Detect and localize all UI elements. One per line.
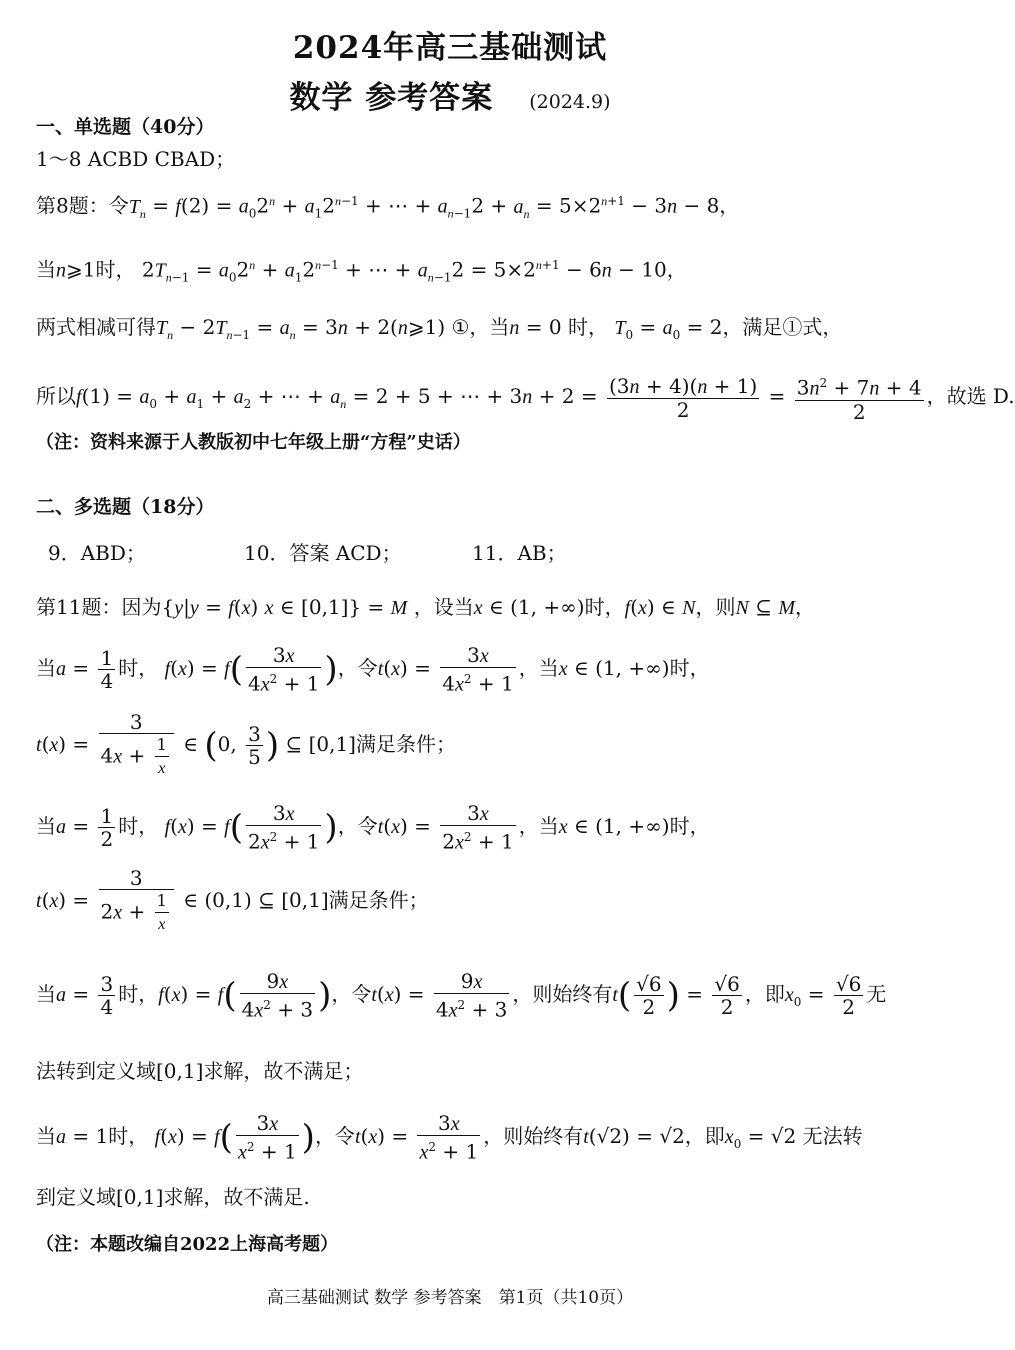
q11-case-half: 当a = $\frac{1}{2}$ 时， f(x) = f( $\frac{3x}{2x^2 + 1}$ )，令t(x) = $\frac{3x}{2x^2 + 1}$ ，当x ∈ (1, +∞)时， [36,800,710,854]
section1-answers: 1～8 ACBD CBAD； [36,147,236,171]
q8-line1: 第8题：令$T_n = f(2) = a_02^n + a_12^{n-1}$ + ⋯ + $a_{n-1}2 + a_n = 5\times 2^{n+1} - 3n - 8$， [36,193,740,221]
q11-case-quarter: 当a = $\frac{1}{4}$ 时， f(x) = f( $\frac{3x}{4x^2 + 1}$ )，令t(x) = $\frac{3x}{4x^2 + 1}$ ，当x ∈ (1, +∞)时， [36,642,710,696]
q8-line2: 当n⩾1时， $2T_{n-1} = a_02^n + a_12^{n-1}$ + ⋯ + $a_{n-1}2 = 5\times 2^{n+1} - 6n - 10$， [36,257,687,285]
section1-note: （注：资料来源于人教版初中七年级上册“方程”史话） [36,432,471,453]
q11-t-half: t(x) = 3 2x + $\frac{1}{x}$ ∈ (0,1) ⊆ [0,1]满足条件； [36,866,429,933]
subtitle-text: 数学 参考答案 [289,80,494,116]
q11-three-quarter-cont: 法转到定义域[0,1]求解，故不满足； [36,1059,364,1083]
q11-line1: 第11题：因为{y|y = f(x) x ∈ [0,1]} = M ，设当x ∈ (1, +∞)时，f(x) ∈ N，则N ⊆ M， [36,595,816,619]
document-subtitle [0,72,900,117]
section2-note: （注：本题改编自2022上海高考题） [36,1234,339,1255]
q11-t-quarter: t(x) = 3 4x + $\frac{1}{x}$ ∈ (0, $\frac{3}{5}$ ) ⊆ [0,1]满足条件； [36,710,456,777]
q8-line3: 两式相减可得$T_n - 2T_{n-1} = a_n = 3n$ + 2(n⩾1) ①，当n = 0 时， $T_0 = a_0 = 2$，满足①式， [36,315,843,342]
section2-answers: 9．ABD； 10．答案 ACD； 11．AB； [48,541,567,565]
q11-case-three-quarter: 当a = $\frac{3}{4}$ 时，f(x) = f( $\frac{9x}{4x^2 + 3}$ )，令t(x) = $\frac{9x}{4x^2 + 3}$ ，则始终有t( $\frac{√6}{2}$ ) = $\frac{√6}{2}$ ，即$x_0$ = $\frac{√6}{2}$ 无 [36,968,887,1022]
section1-heading: 一、单选题（40分） [36,116,215,138]
page-footer: 高三基础测试 数学 参考答案 第1页（共10页） [266,1288,634,1308]
q8-line4: 所以$f(1) = a_0 + a_1 + a_2$ + ⋯ + $a_n = 2 + 5$ + ⋯ + 3n + 2 = $\frac{(3n + 4)(n + 1)}{2}$ = $\frac{3n^2 + 7n + 4}{2}$ ，故选 D. [36,373,1015,424]
q11-one-cont: 到定义域[0,1]求解，故不满足. [36,1185,310,1209]
q11-case-one: 当a = 1时， f(x) = f( $\frac{3x}{x^2 + 1}$ )，令t(x) = $\frac{3x}{x^2 + 1}$ ，则始终有t(√2) = √2，即$x_0 = √2$ 无法转 [36,1110,863,1164]
document-date: (2024.9) [529,91,611,113]
section2-heading: 二、多选题（18分） [36,496,215,518]
document-title: 2024年高三基础测试 [292,30,608,66]
